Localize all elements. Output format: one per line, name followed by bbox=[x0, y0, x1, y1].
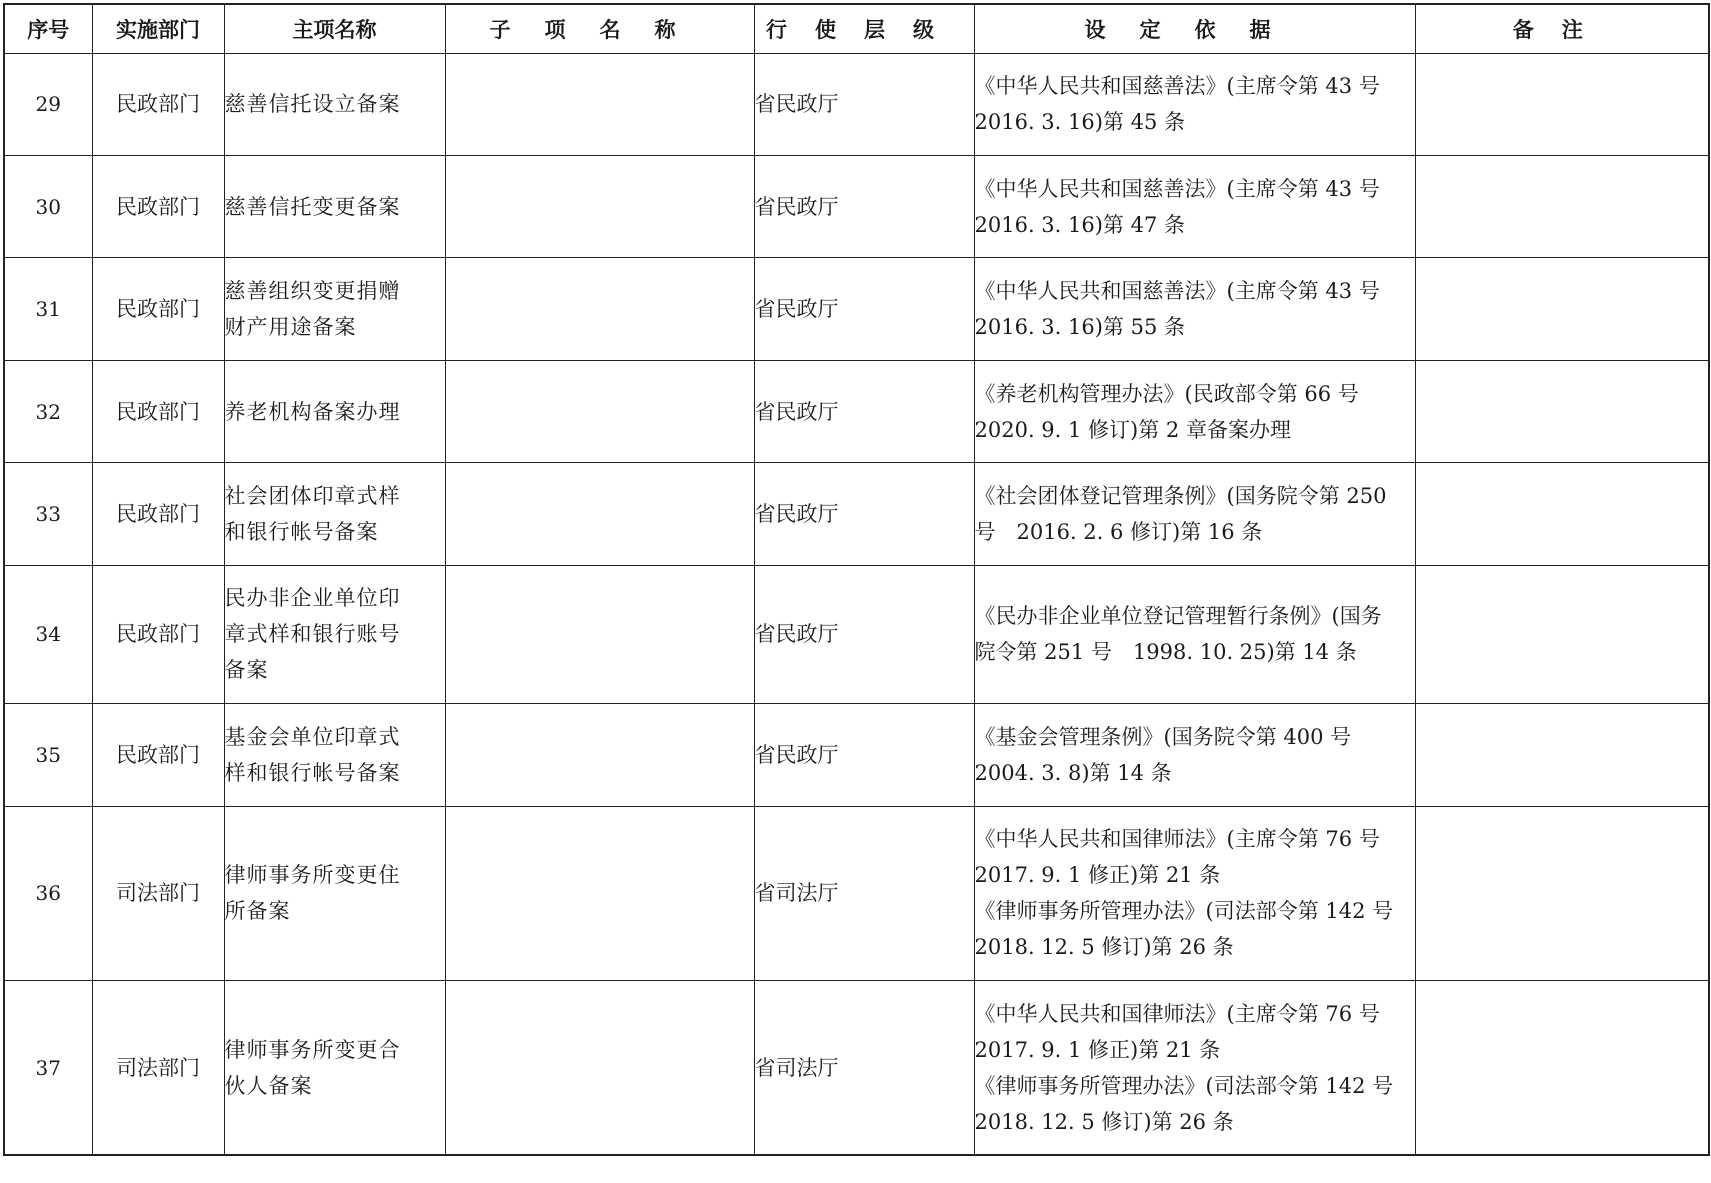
header-level: 行使层级 bbox=[754, 4, 974, 53]
main-item-line: 章式样和银行账号 bbox=[224, 622, 401, 647]
cell-basis bbox=[974, 565, 1415, 703]
cell-serial-number: 37 bbox=[4, 981, 92, 1155]
cell-basis bbox=[974, 53, 1415, 155]
header-main-item: 主项名称 bbox=[224, 4, 445, 53]
cell-department: 民政部门 bbox=[92, 565, 224, 703]
cell-department: 民政部门 bbox=[92, 704, 224, 806]
basis-line: 2004. 3. 8)第 14 条 bbox=[974, 760, 1172, 785]
cell-level: 省民政厅 bbox=[754, 53, 974, 155]
basis-line: 《律师事务所管理办法》(司法部令第 142 号 bbox=[974, 1073, 1394, 1098]
cell-basis bbox=[974, 704, 1415, 806]
basis-line: 2018. 12. 5 修订)第 26 条 bbox=[974, 935, 1234, 960]
basis-line: 《中华人民共和国慈善法》(主席令第 43 号 bbox=[974, 74, 1380, 99]
cell-level: 省民政厅 bbox=[754, 704, 974, 806]
cell-department: 民政部门 bbox=[92, 155, 224, 257]
basis-line: 《中华人民共和国律师法》(主席令第 76 号 bbox=[974, 827, 1380, 852]
cell-serial-number: 33 bbox=[4, 463, 92, 565]
cell-level: 省民政厅 bbox=[754, 155, 974, 257]
cell-department: 民政部门 bbox=[92, 463, 224, 565]
table-row bbox=[4, 704, 1709, 806]
cell-main-item bbox=[224, 704, 445, 806]
main-item-line: 民办非企业单位印 bbox=[224, 586, 401, 611]
cell-main-item bbox=[224, 258, 445, 360]
basis-line: 《中华人民共和国慈善法》(主席令第 43 号 bbox=[974, 279, 1380, 304]
cell-main-item bbox=[224, 155, 445, 257]
cell-basis bbox=[974, 155, 1415, 257]
cell-note bbox=[1415, 565, 1709, 703]
basis-line: 《基金会管理条例》(国务院令第 400 号 bbox=[974, 724, 1352, 749]
cell-level: 省司法厅 bbox=[754, 806, 974, 980]
cell-note bbox=[1415, 806, 1709, 980]
basis-line: 《律师事务所管理办法》(司法部令第 142 号 bbox=[974, 899, 1394, 924]
header-department: 实施部门 bbox=[92, 4, 224, 53]
filing-table bbox=[3, 3, 1710, 1156]
table-row bbox=[4, 565, 1709, 703]
cell-note bbox=[1415, 258, 1709, 360]
cell-sub-item bbox=[445, 53, 754, 155]
cell-note bbox=[1415, 704, 1709, 806]
cell-sub-item bbox=[445, 565, 754, 703]
cell-main-item bbox=[224, 806, 445, 980]
cell-serial-number: 32 bbox=[4, 360, 92, 462]
table-row bbox=[4, 806, 1709, 980]
basis-line: 2017. 9. 1 修正)第 21 条 bbox=[974, 863, 1221, 888]
header-note: 备注 bbox=[1415, 4, 1709, 53]
cell-level: 省民政厅 bbox=[754, 565, 974, 703]
main-item-line: 样和银行帐号备案 bbox=[224, 760, 401, 785]
table-row bbox=[4, 258, 1709, 360]
main-item-line: 基金会单位印章式 bbox=[224, 724, 401, 749]
cell-main-item bbox=[224, 981, 445, 1155]
basis-line: 2016. 3. 16)第 55 条 bbox=[974, 315, 1185, 340]
cell-sub-item bbox=[445, 806, 754, 980]
basis-line: 号 2016. 2. 6 修订)第 16 条 bbox=[974, 520, 1263, 545]
cell-main-item bbox=[224, 53, 445, 155]
cell-main-item bbox=[224, 565, 445, 703]
cell-main-item bbox=[224, 463, 445, 565]
basis-line: 《中华人民共和国慈善法》(主席令第 43 号 bbox=[974, 176, 1380, 201]
cell-basis bbox=[974, 981, 1415, 1155]
main-item-line: 律师事务所变更合 bbox=[224, 1037, 401, 1062]
table-header-row bbox=[4, 4, 1709, 53]
cell-department: 民政部门 bbox=[92, 258, 224, 360]
header-sub-item: 子项名称 bbox=[445, 4, 754, 53]
main-item-line: 慈善组织变更捐赠 bbox=[224, 279, 401, 304]
cell-department: 司法部门 bbox=[92, 981, 224, 1155]
cell-sub-item bbox=[445, 981, 754, 1155]
table-body bbox=[4, 53, 1709, 1155]
cell-level: 省民政厅 bbox=[754, 463, 974, 565]
basis-line: 《社会团体登记管理条例》(国务院令第 250 bbox=[974, 484, 1387, 509]
main-item-line: 所备案 bbox=[224, 899, 291, 924]
cell-serial-number: 30 bbox=[4, 155, 92, 257]
cell-level: 省民政厅 bbox=[754, 258, 974, 360]
basis-line: 《养老机构管理办法》(民政部令第 66 号 bbox=[974, 381, 1359, 406]
table-row bbox=[4, 53, 1709, 155]
table-row bbox=[4, 463, 1709, 565]
header-serial-number: 序号 bbox=[4, 4, 92, 53]
main-item-line: 和银行帐号备案 bbox=[224, 520, 379, 545]
cell-basis bbox=[974, 806, 1415, 980]
basis-line: 2016. 3. 16)第 47 条 bbox=[974, 212, 1185, 237]
main-item-line: 慈善信托变更备案 bbox=[224, 194, 401, 219]
cell-level: 省民政厅 bbox=[754, 360, 974, 462]
cell-note bbox=[1415, 155, 1709, 257]
cell-serial-number: 29 bbox=[4, 53, 92, 155]
main-item-line: 伙人备案 bbox=[224, 1073, 313, 1098]
cell-note bbox=[1415, 360, 1709, 462]
table-row bbox=[4, 360, 1709, 462]
basis-line: 院令第 251 号 1998. 10. 25)第 14 条 bbox=[974, 640, 1357, 665]
basis-line: 2018. 12. 5 修订)第 26 条 bbox=[974, 1109, 1234, 1134]
main-item-line: 财产用途备案 bbox=[224, 315, 357, 340]
cell-department: 司法部门 bbox=[92, 806, 224, 980]
cell-serial-number: 36 bbox=[4, 806, 92, 980]
basis-line: 2020. 9. 1 修订)第 2 章备案办理 bbox=[974, 417, 1291, 442]
basis-line: 2017. 9. 1 修正)第 21 条 bbox=[974, 1037, 1221, 1062]
cell-basis bbox=[974, 258, 1415, 360]
table-row bbox=[4, 981, 1709, 1155]
cell-note bbox=[1415, 463, 1709, 565]
cell-basis bbox=[974, 463, 1415, 565]
cell-sub-item bbox=[445, 155, 754, 257]
cell-sub-item bbox=[445, 704, 754, 806]
cell-serial-number: 31 bbox=[4, 258, 92, 360]
main-item-line: 慈善信托设立备案 bbox=[224, 92, 401, 117]
cell-note bbox=[1415, 981, 1709, 1155]
cell-serial-number: 35 bbox=[4, 704, 92, 806]
main-item-line: 律师事务所变更住 bbox=[224, 863, 401, 888]
basis-line: 2016. 3. 16)第 45 条 bbox=[974, 110, 1185, 135]
basis-line: 《民办非企业单位登记管理暂行条例》(国务 bbox=[974, 604, 1382, 629]
cell-sub-item bbox=[445, 463, 754, 565]
table-row bbox=[4, 155, 1709, 257]
cell-note bbox=[1415, 53, 1709, 155]
cell-sub-item bbox=[445, 258, 754, 360]
main-item-line: 养老机构备案办理 bbox=[224, 399, 401, 424]
main-item-line: 社会团体印章式样 bbox=[224, 484, 401, 509]
cell-main-item bbox=[224, 360, 445, 462]
basis-line: 《中华人民共和国律师法》(主席令第 76 号 bbox=[974, 1001, 1380, 1026]
cell-department: 民政部门 bbox=[92, 53, 224, 155]
cell-basis bbox=[974, 360, 1415, 462]
cell-serial-number: 34 bbox=[4, 565, 92, 703]
cell-sub-item bbox=[445, 360, 754, 462]
main-item-line: 备案 bbox=[224, 658, 269, 683]
cell-department: 民政部门 bbox=[92, 360, 224, 462]
cell-level: 省司法厅 bbox=[754, 981, 974, 1155]
header-basis: 设定依据 bbox=[974, 4, 1415, 53]
